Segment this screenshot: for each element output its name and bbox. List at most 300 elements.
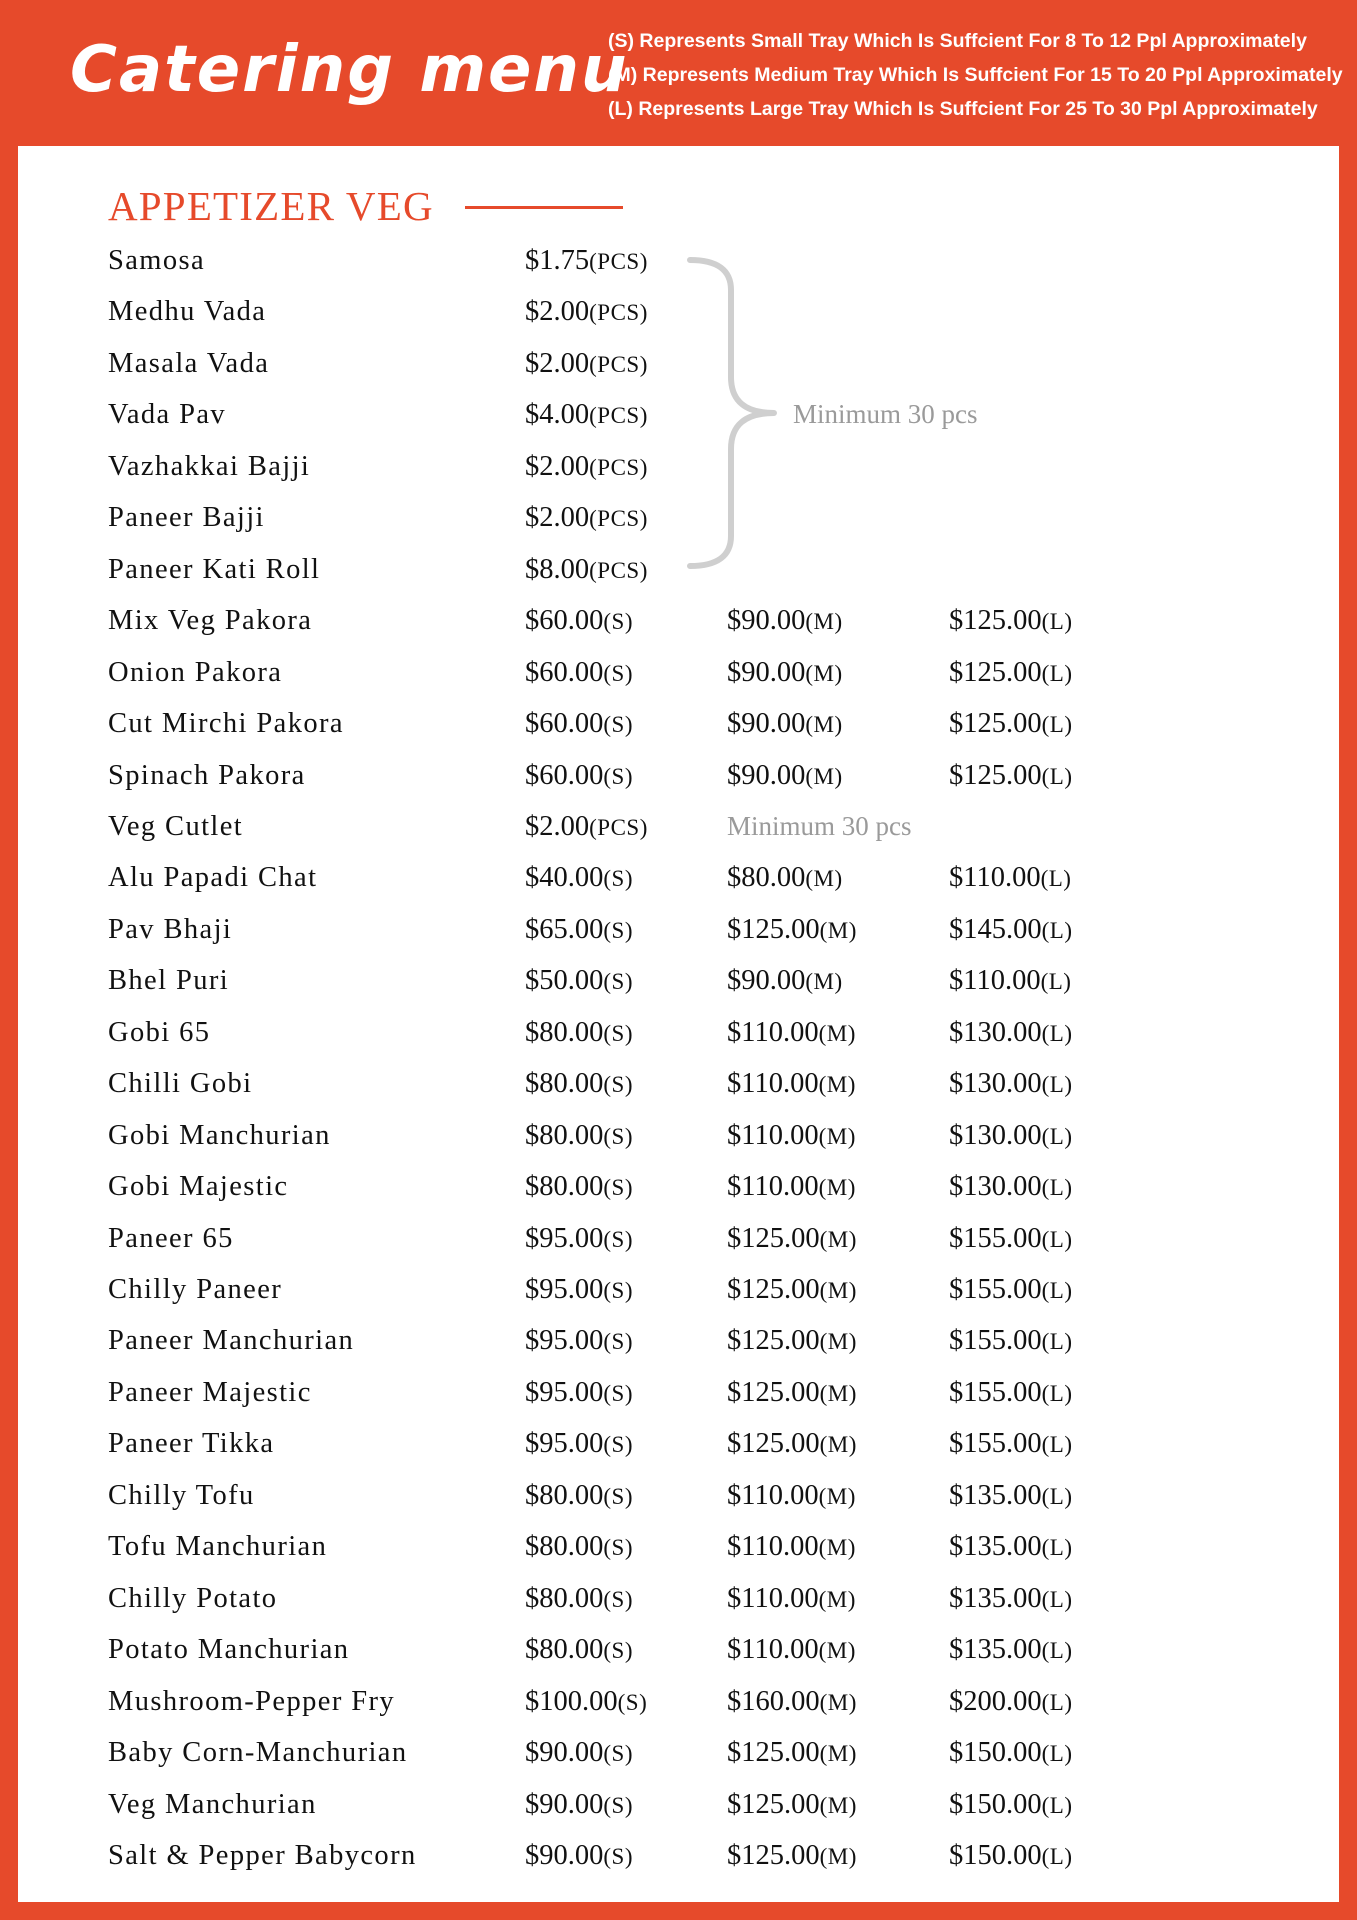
- first-price: [525, 1058, 633, 1110]
- large-price: [949, 1830, 1073, 1882]
- medium-unit: (M): [818, 1072, 856, 1097]
- medium-unit: (M): [819, 1690, 857, 1715]
- medium-price: [727, 904, 857, 956]
- first-unit: (S): [603, 609, 633, 634]
- first-price: [525, 1213, 633, 1265]
- large-price: [949, 904, 1073, 956]
- medium-unit: (M): [818, 1587, 856, 1612]
- first-unit: (S): [603, 1793, 633, 1818]
- large-unit: (L): [1041, 1535, 1073, 1560]
- large-price: [949, 647, 1073, 699]
- large-unit: (L): [1041, 1690, 1073, 1715]
- menu-item-row: [0, 544, 1357, 595]
- large-price: [949, 595, 1073, 647]
- menu-item-row: [0, 389, 1357, 440]
- medium-unit: (M): [819, 1278, 857, 1303]
- item-name: Tofu Manchurian: [108, 1531, 328, 1562]
- large-value: $130.00: [949, 1120, 1042, 1151]
- menu-item-row: [0, 1110, 1357, 1161]
- menu-item-row: [0, 1676, 1357, 1727]
- first-price: [525, 338, 648, 390]
- menu-item-row: [0, 1058, 1357, 1109]
- large-value: $150.00: [949, 1737, 1042, 1768]
- large-value: $200.00: [949, 1686, 1042, 1717]
- large-unit: (L): [1041, 609, 1073, 634]
- menu-item-row: [0, 1624, 1357, 1675]
- item-name: Vazhakkai Bajji: [108, 451, 311, 482]
- menu-item-row: [0, 698, 1357, 749]
- first-unit: (S): [603, 1381, 633, 1406]
- large-value: $135.00: [949, 1583, 1042, 1614]
- medium-value: $125.00: [727, 1377, 820, 1408]
- first-value: $2.00: [525, 348, 590, 379]
- medium-unit: (M): [818, 1638, 856, 1663]
- large-price: [949, 1573, 1073, 1625]
- medium-price: [727, 1624, 856, 1676]
- large-unit: (L): [1041, 1587, 1073, 1612]
- menu-item-row: [0, 1161, 1357, 1212]
- first-unit: (S): [603, 712, 633, 737]
- medium-unit: (M): [805, 866, 843, 891]
- medium-unit: (M): [818, 1535, 856, 1560]
- medium-value: $125.00: [727, 914, 820, 945]
- large-price: [949, 1367, 1073, 1419]
- first-unit: (S): [603, 1432, 633, 1457]
- medium-unit: (M): [819, 1844, 857, 1869]
- item-name: Mix Veg Pakora: [108, 605, 313, 636]
- large-unit: (L): [1041, 1227, 1073, 1252]
- medium-price: [727, 955, 843, 1007]
- first-price: [525, 492, 648, 544]
- first-value: $80.00: [525, 1480, 604, 1511]
- item-name: Baby Corn-Manchurian: [108, 1737, 408, 1768]
- first-value: $2.00: [525, 811, 590, 842]
- first-unit: (S): [603, 1638, 633, 1663]
- large-price: [949, 1058, 1073, 1110]
- large-unit: (L): [1041, 764, 1073, 789]
- first-value: $90.00: [525, 1840, 604, 1871]
- medium-value: $90.00: [727, 760, 806, 791]
- large-unit: (L): [1041, 1484, 1073, 1509]
- first-unit: (S): [603, 1329, 633, 1354]
- medium-price: [727, 1470, 856, 1522]
- menu-item-row: [0, 492, 1357, 543]
- medium-price: [727, 750, 843, 802]
- first-unit: (S): [603, 1741, 633, 1766]
- first-value: $50.00: [525, 965, 604, 996]
- medium-price: [727, 1779, 857, 1831]
- first-value: $2.00: [525, 296, 590, 327]
- medium-value: $125.00: [727, 1737, 820, 1768]
- medium-value: $125.00: [727, 1789, 820, 1820]
- menu-item-row: [0, 1264, 1357, 1315]
- menu-item-row: [0, 595, 1357, 646]
- item-name: Paneer Tikka: [108, 1428, 275, 1459]
- large-unit: (L): [1041, 1278, 1073, 1303]
- menu-item-row: [0, 955, 1357, 1006]
- medium-price: [727, 1110, 856, 1162]
- large-value: $135.00: [949, 1531, 1042, 1562]
- first-value: $95.00: [525, 1274, 604, 1305]
- item-name: Gobi Majestic: [108, 1171, 289, 1202]
- large-unit: (L): [1041, 1638, 1073, 1663]
- medium-price: [727, 647, 843, 699]
- large-value: $125.00: [949, 760, 1042, 791]
- medium-price: [727, 1264, 857, 1316]
- first-unit: (S): [603, 1844, 633, 1869]
- menu-item-row: [0, 1830, 1357, 1881]
- large-unit: (L): [1041, 1432, 1073, 1457]
- large-price: [949, 1779, 1073, 1831]
- note-large-tray: (L) Represents Large Tray Which Is Suffcient For 25 To 30 Ppl Approximately: [608, 98, 1318, 120]
- medium-price: [727, 1161, 856, 1213]
- large-unit: (L): [1040, 866, 1072, 891]
- first-price: [525, 1418, 633, 1470]
- item-name: Paneer 65: [108, 1223, 234, 1254]
- item-name: Pav Bhaji: [108, 914, 233, 945]
- medium-unit: (M): [805, 712, 843, 737]
- first-value: $8.00: [525, 554, 590, 585]
- medium-value: $90.00: [727, 605, 806, 636]
- first-price: [525, 235, 648, 287]
- first-unit: (PCS): [589, 506, 648, 531]
- medium-unit: (M): [819, 1381, 857, 1406]
- large-unit: (L): [1041, 1381, 1073, 1406]
- medium-price: [727, 1676, 857, 1728]
- large-unit: (L): [1041, 1329, 1073, 1354]
- first-price: [525, 1830, 633, 1882]
- first-unit: (S): [603, 1484, 633, 1509]
- menu-item-row: [0, 1213, 1357, 1264]
- large-unit: (L): [1041, 1072, 1073, 1097]
- medium-unit: (M): [818, 1124, 856, 1149]
- first-unit: (S): [603, 1227, 633, 1252]
- first-unit: (PCS): [589, 300, 648, 325]
- medium-unit: (M): [805, 609, 843, 634]
- medium-unit: (M): [819, 1329, 857, 1354]
- medium-unit: (M): [818, 1175, 856, 1200]
- medium-price: [727, 1521, 856, 1573]
- large-unit: (L): [1041, 918, 1073, 943]
- first-value: $4.00: [525, 399, 590, 430]
- item-name: Chilly Tofu: [108, 1480, 255, 1511]
- first-value: $80.00: [525, 1583, 604, 1614]
- first-unit: (S): [617, 1690, 648, 1715]
- first-price: [525, 1779, 633, 1831]
- first-unit: (S): [603, 918, 633, 943]
- first-price: [525, 441, 648, 493]
- medium-price: [727, 1573, 856, 1625]
- first-unit: (PCS): [589, 558, 648, 583]
- large-value: $125.00: [949, 605, 1042, 636]
- first-unit: (S): [603, 1535, 633, 1560]
- first-value: $80.00: [525, 1068, 604, 1099]
- large-unit: (L): [1040, 969, 1072, 994]
- item-name: Vada Pav: [108, 399, 227, 430]
- menu-item-row: [0, 1315, 1357, 1366]
- menu-item-row: [0, 286, 1357, 337]
- large-price: [949, 1264, 1073, 1316]
- large-price: [949, 1727, 1073, 1779]
- menu-item-row: [0, 801, 1357, 852]
- item-name: Paneer Manchurian: [108, 1325, 355, 1356]
- medium-unit: (M): [805, 661, 843, 686]
- large-price: [949, 1213, 1073, 1265]
- menu-item-row: [0, 441, 1357, 492]
- minimum-order-note: Minimum 30 pcs: [727, 811, 912, 841]
- item-name: Spinach Pakora: [108, 760, 306, 791]
- item-name: Onion Pakora: [108, 657, 283, 688]
- large-value: $125.00: [949, 657, 1042, 688]
- medium-value: $125.00: [727, 1428, 820, 1459]
- large-value: $135.00: [949, 1634, 1042, 1665]
- menu-item-row: [0, 647, 1357, 698]
- first-value: $95.00: [525, 1377, 604, 1408]
- item-name: Alu Papadi Chat: [108, 862, 318, 893]
- medium-value: $90.00: [727, 657, 806, 688]
- first-value: $2.00: [525, 451, 590, 482]
- large-value: $130.00: [949, 1017, 1042, 1048]
- item-name: Gobi Manchurian: [108, 1120, 331, 1151]
- medium-value: $110.00: [727, 1583, 819, 1614]
- item-name: Samosa: [108, 245, 206, 276]
- first-price: [525, 852, 633, 904]
- first-unit: (S): [603, 1175, 633, 1200]
- medium-unit: (M): [819, 1741, 857, 1766]
- large-unit: (L): [1041, 1124, 1073, 1149]
- first-price: [525, 1470, 633, 1522]
- medium-unit: (M): [819, 918, 857, 943]
- medium-price: [727, 1315, 857, 1367]
- medium-unit: (M): [819, 1793, 857, 1818]
- large-price: [949, 1315, 1073, 1367]
- large-value: $110.00: [949, 965, 1041, 996]
- first-price: [525, 1110, 633, 1162]
- item-name: Potato Manchurian: [108, 1634, 350, 1665]
- menu-item-row: [0, 750, 1357, 801]
- tray-size-notes: [608, 24, 1343, 126]
- medium-price: [727, 1418, 857, 1470]
- item-name: Chilli Gobi: [108, 1068, 253, 1099]
- first-value: $60.00: [525, 657, 604, 688]
- first-value: $1.75: [525, 245, 590, 276]
- medium-value: $110.00: [727, 1634, 819, 1665]
- minimum-order-note: Minimum 30 pcs: [793, 399, 978, 429]
- first-price: [525, 286, 648, 338]
- menu-item-row: [0, 1573, 1357, 1624]
- header-banner: [0, 0, 1357, 145]
- first-unit: (S): [603, 969, 633, 994]
- first-value: $95.00: [525, 1428, 604, 1459]
- large-value: $145.00: [949, 914, 1042, 945]
- large-price: [949, 955, 1071, 1007]
- menu-item-row: [0, 1470, 1357, 1521]
- first-price: [525, 1676, 647, 1728]
- item-name: Paneer Majestic: [108, 1377, 312, 1408]
- medium-unit: (M): [818, 1021, 856, 1046]
- medium-unit: (M): [818, 1484, 856, 1509]
- large-unit: (L): [1041, 1175, 1073, 1200]
- large-unit: (L): [1041, 712, 1073, 737]
- first-price: [525, 1007, 633, 1059]
- first-price: [525, 955, 633, 1007]
- medium-unit: (M): [819, 1227, 857, 1252]
- first-value: $40.00: [525, 862, 604, 893]
- large-value: $130.00: [949, 1171, 1042, 1202]
- title-divider: [465, 206, 623, 209]
- large-value: $150.00: [949, 1789, 1042, 1820]
- large-price: [949, 1110, 1073, 1162]
- large-value: $155.00: [949, 1223, 1042, 1254]
- first-value: $80.00: [525, 1171, 604, 1202]
- medium-value: $110.00: [727, 1017, 819, 1048]
- medium-value: $110.00: [727, 1531, 819, 1562]
- first-unit: (PCS): [589, 455, 648, 480]
- first-value: $60.00: [525, 760, 604, 791]
- first-unit: (PCS): [589, 352, 648, 377]
- large-value: $155.00: [949, 1377, 1042, 1408]
- medium-value: $90.00: [727, 708, 806, 739]
- first-price: [525, 904, 633, 956]
- menu-item-row: [0, 235, 1357, 286]
- large-price: [949, 852, 1071, 904]
- large-value: $150.00: [949, 1840, 1042, 1871]
- item-name: Mushroom-Pepper Fry: [108, 1686, 396, 1717]
- large-unit: (L): [1041, 1793, 1073, 1818]
- item-name: Gobi 65: [108, 1017, 211, 1048]
- first-unit: (PCS): [589, 249, 648, 274]
- medium-value: $110.00: [727, 1068, 819, 1099]
- first-value: $80.00: [525, 1120, 604, 1151]
- item-name: Chilly Paneer: [108, 1274, 283, 1305]
- first-value: $80.00: [525, 1017, 604, 1048]
- medium-value: $110.00: [727, 1480, 819, 1511]
- large-price: [949, 1676, 1073, 1728]
- medium-price: [727, 1830, 857, 1882]
- large-value: $130.00: [949, 1068, 1042, 1099]
- first-price: [525, 1161, 633, 1213]
- item-name: Paneer Kati Roll: [108, 554, 321, 585]
- first-unit: (S): [603, 1278, 633, 1303]
- menu-title: Catering menu: [70, 33, 629, 107]
- first-unit: (S): [603, 661, 633, 686]
- item-name: Veg Manchurian: [108, 1789, 317, 1820]
- menu-item-row: [0, 1779, 1357, 1830]
- medium-value: $160.00: [727, 1686, 820, 1717]
- first-unit: (S): [603, 1124, 633, 1149]
- first-value: $2.00: [525, 502, 590, 533]
- first-value: $95.00: [525, 1223, 604, 1254]
- item-name: Chilly Potato: [108, 1583, 278, 1614]
- medium-price: [727, 595, 843, 647]
- first-value: $100.00: [525, 1686, 618, 1717]
- first-value: $60.00: [525, 708, 604, 739]
- medium-value: $110.00: [727, 1171, 819, 1202]
- first-value: $90.00: [525, 1789, 604, 1820]
- large-value: $155.00: [949, 1274, 1042, 1305]
- first-price: [525, 1315, 633, 1367]
- medium-price: [727, 698, 843, 750]
- item-name: Cut Mirchi Pakora: [108, 708, 344, 739]
- first-unit: (S): [603, 866, 633, 891]
- section-title: APPETIZER VEG: [108, 183, 434, 229]
- first-price: [525, 1573, 633, 1625]
- medium-price: [727, 852, 843, 904]
- first-price: [525, 647, 633, 699]
- large-unit: (L): [1041, 1844, 1073, 1869]
- medium-price: [727, 1213, 857, 1265]
- menu-item-row: [0, 1367, 1357, 1418]
- large-price: [949, 698, 1073, 750]
- medium-unit: (M): [819, 1432, 857, 1457]
- large-price: [949, 1521, 1073, 1573]
- first-price: [525, 1264, 633, 1316]
- menu-item-row: [0, 1521, 1357, 1572]
- medium-price: [727, 1367, 857, 1419]
- large-price: [949, 1007, 1073, 1059]
- first-price: [525, 698, 633, 750]
- first-price: [525, 1727, 633, 1779]
- first-value: $95.00: [525, 1325, 604, 1356]
- medium-value: $90.00: [727, 965, 806, 996]
- large-price: [949, 1418, 1073, 1470]
- first-price: [525, 750, 633, 802]
- item-name: Paneer Bajji: [108, 502, 265, 533]
- large-unit: (L): [1041, 1741, 1073, 1766]
- menu-item-row: [0, 1727, 1357, 1778]
- medium-unit: (M): [805, 969, 843, 994]
- first-price: [525, 1624, 633, 1676]
- item-name: Medhu Vada: [108, 296, 267, 327]
- large-value: $155.00: [949, 1428, 1042, 1459]
- first-price: [525, 1367, 633, 1419]
- first-price: [525, 801, 648, 853]
- menu-item-row: [0, 1007, 1357, 1058]
- first-unit: (S): [603, 1021, 633, 1046]
- large-unit: (L): [1041, 1021, 1073, 1046]
- medium-price: [727, 1058, 856, 1110]
- large-value: $155.00: [949, 1325, 1042, 1356]
- medium-value: $125.00: [727, 1840, 820, 1871]
- menu-item-row: [0, 852, 1357, 903]
- first-value: $90.00: [525, 1737, 604, 1768]
- medium-value: $125.00: [727, 1274, 820, 1305]
- first-unit: (S): [603, 1072, 633, 1097]
- first-value: $60.00: [525, 605, 604, 636]
- first-price: [525, 595, 633, 647]
- note-medium-tray: (M) Represents Medium Tray Which Is Suffcient For 15 To 20 Ppl Approximately: [608, 64, 1343, 86]
- medium-value: $80.00: [727, 862, 806, 893]
- large-unit: (L): [1041, 661, 1073, 686]
- large-value: $125.00: [949, 708, 1042, 739]
- medium-value: $125.00: [727, 1223, 820, 1254]
- note-small-tray: (S) Represents Small Tray Which Is Suffcient For 8 To 12 Ppl Approximately: [608, 30, 1307, 52]
- item-name: Masala Vada: [108, 348, 270, 379]
- first-value: $80.00: [525, 1531, 604, 1562]
- menu-item-row: [0, 904, 1357, 955]
- first-price: [525, 544, 648, 596]
- medium-price: [727, 1727, 857, 1779]
- first-unit: (PCS): [589, 403, 648, 428]
- first-value: $80.00: [525, 1634, 604, 1665]
- menu-item-row: [0, 1418, 1357, 1469]
- first-unit: (PCS): [589, 815, 648, 840]
- item-name: Bhel Puri: [108, 965, 230, 996]
- large-price: [949, 750, 1073, 802]
- large-price: [949, 1470, 1073, 1522]
- medium-value: $125.00: [727, 1325, 820, 1356]
- large-price: [949, 1161, 1073, 1213]
